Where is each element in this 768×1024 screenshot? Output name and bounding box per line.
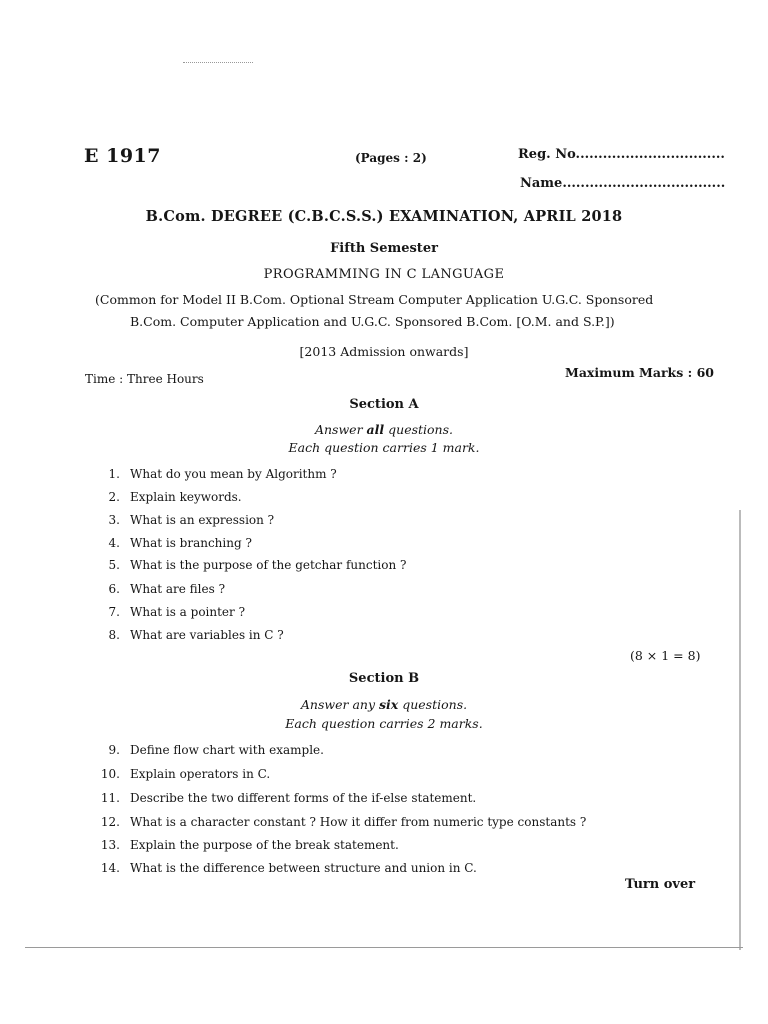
question-5: 5. What is the purpose of the getchar function ? — [108, 558, 407, 572]
scan-edge-line — [739, 510, 741, 950]
semester: Fifth Semester — [330, 241, 438, 256]
section-b-marks-note: Each question carries 2 marks. — [285, 716, 483, 731]
section-a-instruction: Answer all questions. — [314, 422, 453, 437]
common-note-line1: (Common for Model II B.Com. Optional Stream Computer Application U.G.C. Sponsored — [95, 292, 654, 307]
turn-over-note: Turn over — [625, 877, 696, 892]
time-duration: Time : Three Hours — [85, 372, 204, 386]
scan-artifact-dots — [183, 62, 253, 64]
section-a-title: Section A — [349, 397, 419, 412]
question-9: 9. Define flow chart with example. — [108, 743, 324, 757]
question-6: 6. What are files ? — [108, 582, 226, 596]
question-3: 3. What is an expression ? — [108, 513, 275, 527]
question-2: 2. Explain keywords. — [108, 490, 242, 504]
question-10: 10. Explain operators in C. — [100, 767, 271, 781]
admission-note: [2013 Admission onwards] — [299, 344, 469, 359]
page-count: (Pages : 2) — [355, 151, 427, 165]
name-field: Name.................................... — [520, 176, 726, 191]
question-4: 4. What is branching ? — [108, 536, 252, 550]
question-7: 7. What is a pointer ? — [108, 605, 246, 619]
question-1: 1. What do you mean by Algorithm ? — [108, 467, 337, 481]
exam-title: B.Com. DEGREE (C.B.C.S.S.) EXAMINATION, APRIL 2018 — [145, 208, 623, 225]
question-8: 8. What are variables in C ? — [108, 628, 284, 642]
question-12: 12. What is a character constant ? How it differ from numeric type constants ? — [100, 815, 587, 829]
reg-no-field: Reg. No................................. — [518, 147, 725, 162]
section-a-marks-note: Each question carries 1 mark. — [288, 440, 480, 455]
section-b-title: Section B — [348, 671, 420, 686]
paper-code: E 1917 — [84, 145, 161, 167]
section-b-instruction: Answer any six questions. — [300, 697, 468, 712]
question-11: 11. Describe the two different forms of the if-else statement. — [100, 791, 477, 805]
question-14: 14. What is the difference between structure and union in C. — [100, 861, 477, 875]
question-13: 13. Explain the purpose of the break statement. — [100, 838, 399, 852]
section-a-marks-total: (8 × 1 = 8) — [630, 648, 701, 663]
bottom-rule — [25, 947, 743, 948]
common-note-line2: B.Com. Computer Application and U.G.C. Sponsored B.Com. [O.M. and S.P.]) — [130, 314, 615, 329]
maximum-marks: Maximum Marks : 60 — [565, 365, 714, 380]
subject: PROGRAMMING IN C LANGUAGE — [263, 267, 505, 282]
